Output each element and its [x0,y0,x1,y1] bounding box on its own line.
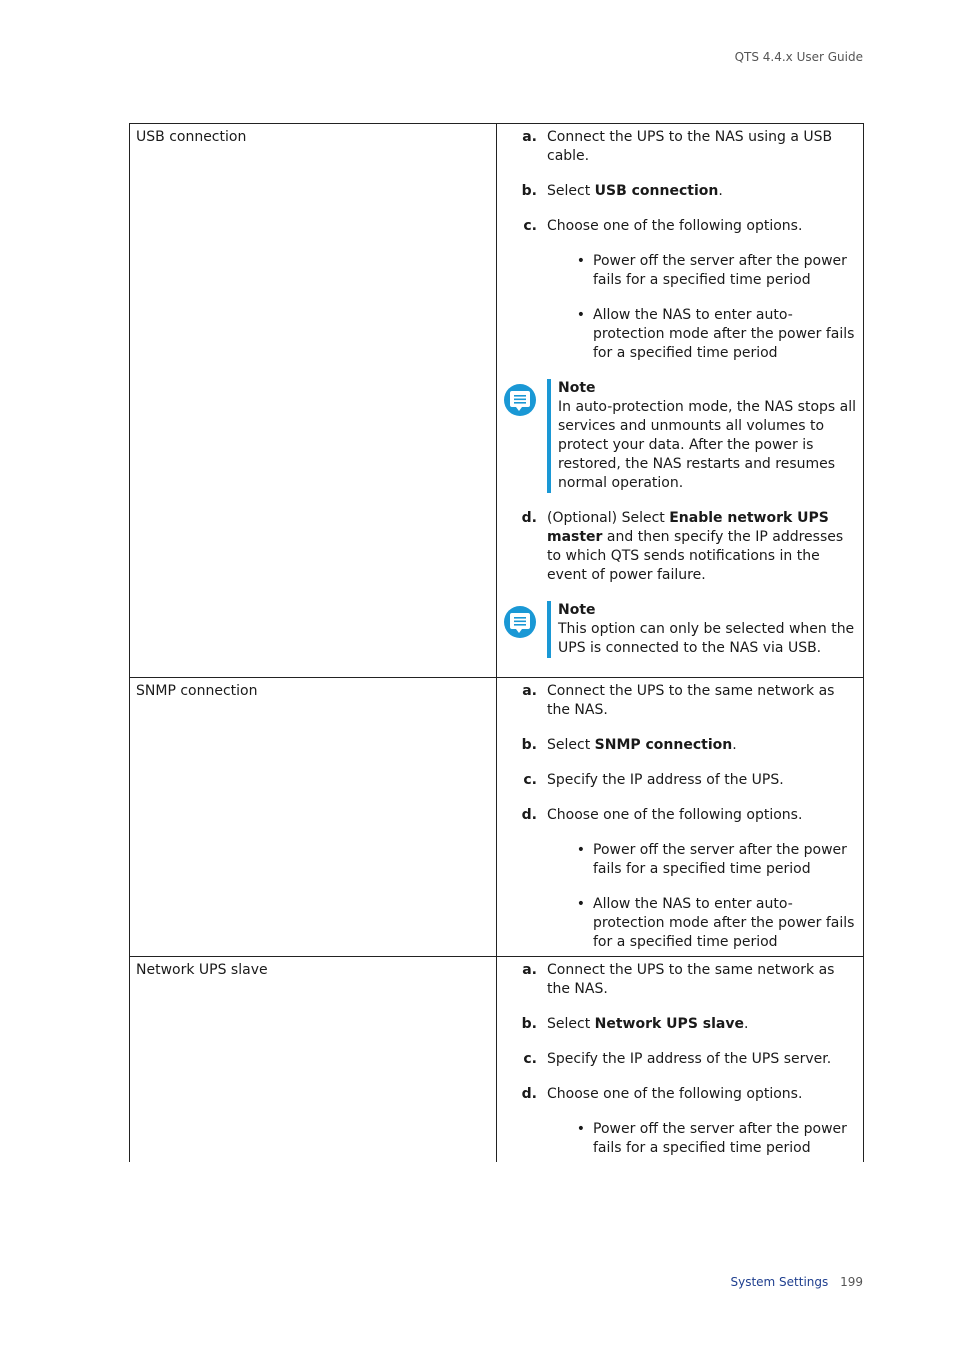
table-row [130,678,864,957]
bullet: • [576,253,585,269]
list-item [503,1015,858,1034]
bullet: • [576,1121,585,1137]
table-row [130,124,864,678]
row-label: SNMP connection [130,678,497,957]
note-callout [503,601,858,658]
row-steps [497,957,864,1163]
note-title: Note [558,380,596,396]
list-item [547,895,858,952]
step-text: Specify the IP address of the UPS. [547,772,784,788]
step-letter: b. [521,737,537,753]
row-label: USB connection [130,124,497,678]
list-item [503,1085,858,1158]
page-footer [730,1275,863,1289]
row-steps [497,124,864,678]
note-title: Note [558,602,596,618]
list-item [503,771,858,790]
page-number: 199 [840,1275,863,1289]
step-letter: b. [521,1016,537,1032]
step-letter: a. [522,683,537,699]
step-text: Connect the UPS to the same network as the NAS. [547,683,835,718]
list-item [547,1120,858,1158]
step-letter: b. [521,183,537,199]
step-text: Choose one of the following options. [547,1086,803,1102]
footer-section-link[interactable]: System Settings [730,1275,829,1289]
list-item [503,1050,858,1069]
list-item [503,961,858,999]
note-callout [503,379,858,493]
table-row [130,957,864,1163]
step-text: Specify the IP address of the UPS server. [547,1051,832,1067]
step-text: Select SNMP connection. [547,737,737,753]
bullet-text: Allow the NAS to enter auto-protection mode after the power fails for a specified time period [593,307,855,361]
step-letter: c. [523,218,537,234]
list-item [503,128,858,166]
note-text: This option can only be selected when the UPS is connected to the NAS via USB. [558,621,855,656]
step-text: Select USB connection. [547,183,723,199]
row-label: Network UPS slave [130,957,497,1163]
step-text: Choose one of the following options. [547,807,803,823]
step-text: Select Network UPS slave. [547,1016,749,1032]
bullet: • [576,842,585,858]
list-item [547,306,858,363]
note-text: In auto-protection mode, the NAS stops all services and unmounts all volumes to protect your data. After the power is restored, the NAS restarts and resumes normal operation. [558,399,856,491]
note-icon [503,601,547,658]
ui-term: SNMP connection [594,737,733,753]
step-text: Choose one of the following options. [547,218,803,234]
step-letter: d. [521,1086,537,1102]
step-letter: c. [523,1051,537,1067]
step-letter: d. [521,807,537,823]
bullet-text: Power off the server after the power fails for a specified time period [593,1121,847,1156]
ui-term: USB connection [594,183,719,199]
bullet: • [576,896,585,912]
ui-term: Network UPS slave [594,1016,744,1032]
bullet-text: Allow the NAS to enter auto-protection mode after the power fails for a specified time period [593,896,855,950]
row-steps [497,678,864,957]
list-item [547,841,858,879]
bullet: • [576,307,585,323]
list-item [503,509,858,585]
bullet-text: Power off the server after the power fails for a specified time period [593,253,847,288]
list-item [547,252,858,290]
step-letter: a. [522,962,537,978]
list-item [503,736,858,755]
step-text: Connect the UPS to the same network as the NAS. [547,962,835,997]
step-letter: c. [523,772,537,788]
list-item [503,806,858,952]
step-letter: a. [522,129,537,145]
step-text: Connect the UPS to the NAS using a USB cable. [547,129,833,164]
step-letter: d. [521,510,537,526]
list-item [503,182,858,201]
list-item [503,217,858,379]
list-item [503,682,858,720]
note-icon [503,379,547,493]
step-text: (Optional) Select Enable network UPS master and then specify the IP addresses to which QTS sends notifications in the event of power failure. [547,510,844,583]
running-header: QTS 4.4.x User Guide [734,50,863,64]
ui-term: Enable network UPS master [547,510,829,545]
bullet-text: Power off the server after the power fails for a specified time period [593,842,847,877]
ups-connection-table [129,123,864,1162]
